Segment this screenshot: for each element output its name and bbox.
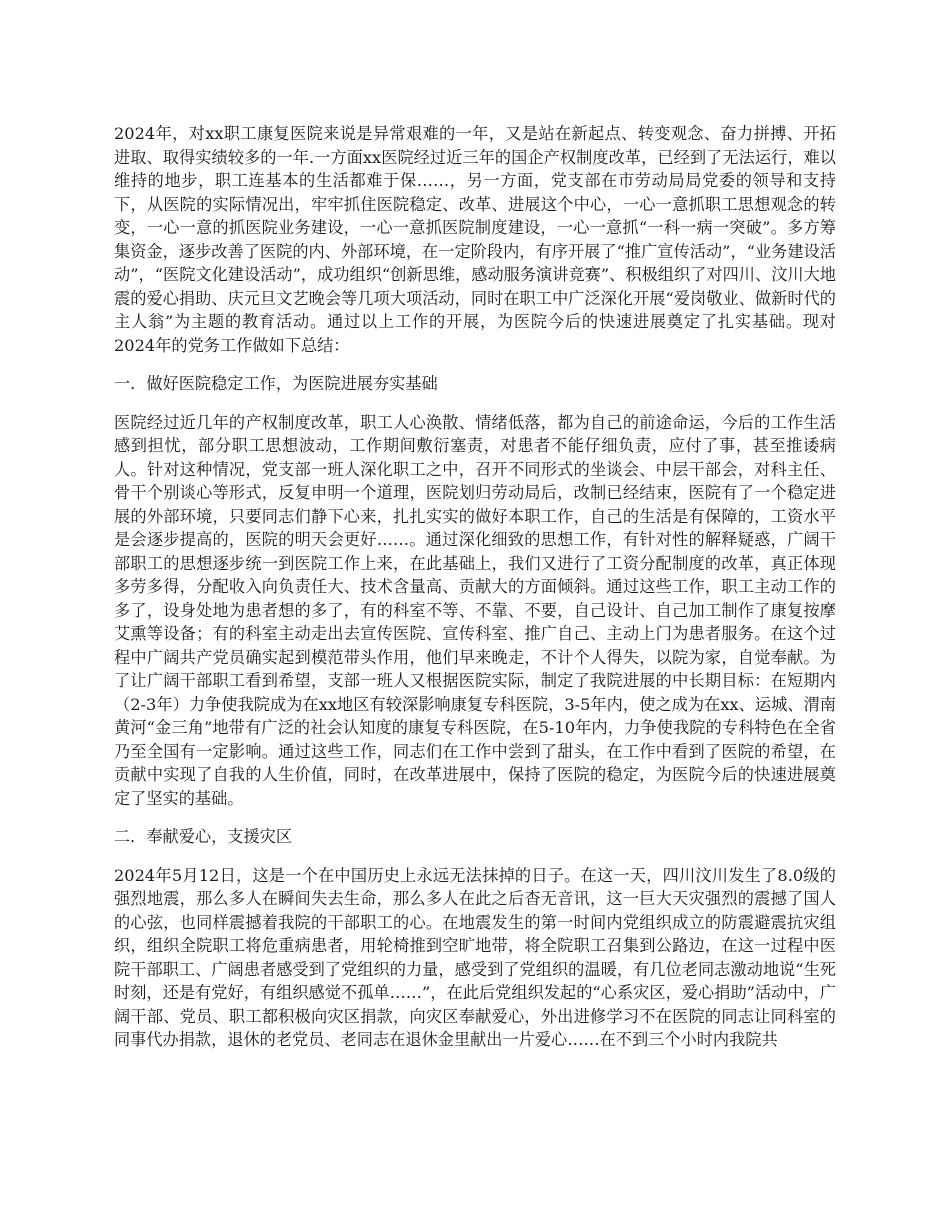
section-2-heading: 二．奉献爱心，支援灾区 xyxy=(114,827,293,846)
section-2-paragraph: 2024年5月12日，这是一个在中国历史上永远无法抹掉的日子。在这一天，四川汶川发生了8.0级的强烈地震，那么多人在瞬间失去生命，那么多人在此之后杳无音讯，这一巨大天灾强烈的震撼了国人的心弦，也同样震撼着我院的干部职工的心。在地震发生的第一时间内党组织成立的防震避震抗灾组织，组织全院职工将危重病患者，用轮椅推到空旷地带，将全院职工召集到公路边，在这一过程中医院干部职工、广阔患者感受到了党组织的力量，感受到了党组织的温暖，有几位老同志激动地说“生死时刻，还是有党好，有组织感觉不孤单……”，在此后党组织发起的“心系灾区，爱心捐助”活动中，广阔干部、党员、职工都积极向灾区捐款，向灾区奉献爱心，外出进修学习不在医院的同志让同科室的同事代办捐款，退休的老党员、老同志在退休金里献出一片爱心……在不到三个小时内我院共 xyxy=(114,865,836,1049)
section-1-paragraph: 医院经过近几年的产权制度改革，职工人心涣散、情绪低落，都为自己的前途命运，今后的工作生活感到担忧，部分职工思想波动，工作期间敷衍塞责，对患者不能仔细负责，应付了事，甚至推诿病人。针对这种情况，党支部一班人深化职工之中，召开不同形式的坐谈会、中层干部会，对科主任、骨干个别谈心等形式，反复申明一个道理，医院划归劳动局后，改制已经结束，医院有了一个稳定进展的外部环境，只要同志们静下心来，扎扎实实的做好本职工作，自己的生活是有保障的，工资水平是会逐步提高的，医院的明天会更好……。通过深化细致的思想工作，有针对性的解释疑惑，广阔干部职工的思想逐步统一到医院工作上来，在此基础上，我们又进行了工资分配制度的改革，真正体现多劳多得，分配收入向负责任大、技术含量高、贡献大的方面倾斜。通过这些工作，职工主动工作的多了，设身处地为患者想的多了，有的科室不等、不靠、不要，自己设计、自己加工制作了康复按摩艾熏等设备；有的科室主动走出去宣传医院、宣传科室、推广自己、主动上门为患者服务。在这个过程中广阔共产党员确实起到模范带头作用，他们早来晚走，不计个人得失，以院为家，自觉奉献。为了让广阔干部职工看到希望，支部一班人又根据医院实际，制定了我院进展的中长期目标：在短期内（2-3年）力争使我院成为在xx地区有较深影响康复专科医院，3-5年内，使之成为在xx、运城、渭南黄河“金三角”地带有广泛的社会认知度的康复专科医院，在5-10年内，力争使我院的专科特色在全省乃至全国有一定影响。通过这些工作，同志们在工作中尝到了甜头，在工作中看到了医院的希望，在贡献中实现了自我的人生价值，同时，在改革进展中，保持了医院的稳定，为医院今后的快速进展奠定了坚实的基础。 xyxy=(114,412,836,808)
document-page xyxy=(114,122,836,1067)
intro-paragraph: 2024年，对xx职工康复医院来说是异常艰难的一年，又是站在新起点、转变观念、奋力拼搏、开拓进取、取得实绩较多的一年.一方面xx医院经过近三年的国企产权制度改革，已经到了无法运行，难以维持的地步，职工连基本的生活都难于保……，另一方面，党支部在市劳动局局党委的领导和支持下，从医院的实际情况出，牢牢抓住医院稳定、改革、进展这个中心，一心一意抓职工思想观念的转变，一心一意的抓医院业务建设，一心一意抓医院制度建设，一心一意抓“一科一病一突破”。多方筹集资金，逐步改善了医院的内、外部环境，在一定阶段内，有序开展了“推广宣传活动”，“业务建设活动”，“医院文化建设活动”，成功组织“创新思维，感动服务演讲竞赛”、积极组织了对四川、汶川大地震的爱心捐助、庆元旦文艺晚会等几项大项活动，同时在职工中广泛深化开展“爱岗敬业、做新时代的主人翁”为主题的教育活动。通过以上工作的开展，为医院今后的快速进展奠定了扎实基础。现对2024年的党务工作做如下总结： xyxy=(114,124,836,355)
section-1-heading: 一．做好医院稳定工作，为医院进展夯实基础 xyxy=(114,374,438,393)
